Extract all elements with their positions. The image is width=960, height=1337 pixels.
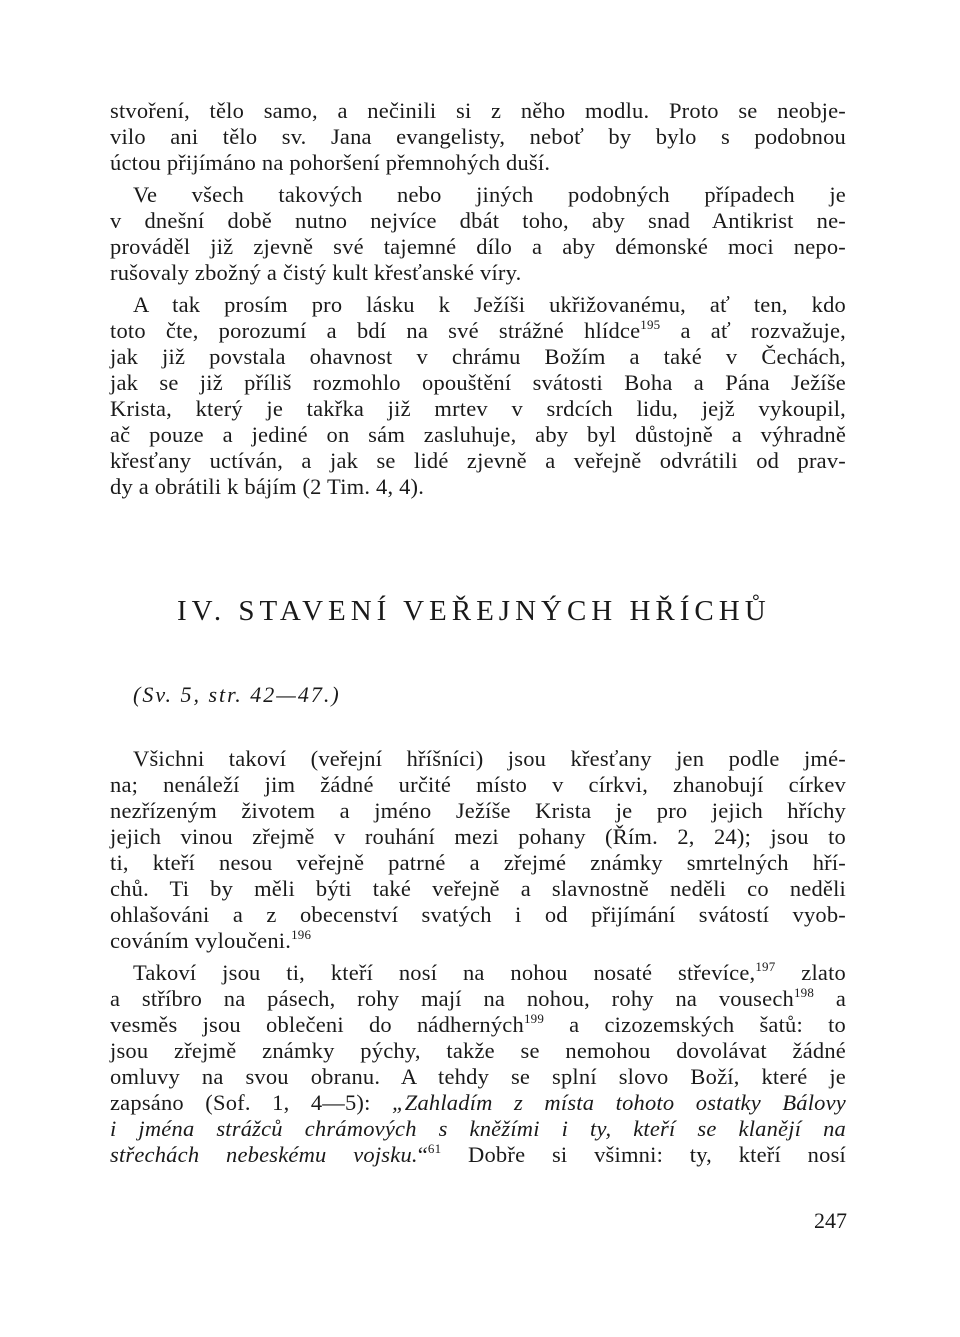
text-line: v dnešní době nutno nejvíce dbát toho, aby snad Antikrist ne- [110, 208, 846, 233]
text-line: křesťany uctíván, a jak se lidé zjevně a veřejně odvrátili od prav- [110, 448, 846, 473]
text-line: úctou přijímáno na pohoršení přemnohých duší. [110, 150, 551, 175]
text-line: chů. Ti by měli býti také veřejně a slavnostně neděli co neděli [110, 876, 846, 901]
footnote-ref: 198 [793, 985, 815, 1000]
text-line: jsou zřejmě známky pýchy, takže se nemohou dovolávat žádné [110, 1038, 846, 1063]
text-line: ač pouze a jediné on sám zasluhuje, aby byl důstojně a výhradně [110, 422, 846, 447]
text-line [110, 1116, 846, 1142]
text-line: stvoření, tělo samo, a nečinili si z něho modlu. Proto se neobje- [110, 98, 846, 123]
text-line: toto čte, porozumí a bdí na své strážné hlídce$^{195}$ a ať rozvažuje, [110, 317, 846, 343]
section-source-reference: (Sv. 5, str. 42—47.) [133, 682, 341, 707]
footnote-ref: 61 [427, 1141, 442, 1156]
text-line: střechách nebeskému vojsku.“$^{61}$ Dobře si všimni: ty, kteří nosí [110, 1141, 846, 1167]
text-line: dy a obrátili k bájím (2 Tim. 4, 4). [110, 474, 425, 499]
text-line: na; nenáleží jim žádné určité místo v církvi, zhanobují církev [110, 772, 846, 797]
scripture-quote: „Zahladím z místa tohoto ostatky Bálovy [392, 1090, 846, 1115]
text-line: nezřízeným životem a jméno Ježíše Krista je pro jejich hříchy [110, 798, 846, 823]
text-line: jejich vinou zřejmě v rouhání mezi pohany (Řím. 2, 24); jsou to [110, 824, 846, 849]
text-line: ohlašováni a z obecenství svatých i od přijímání svátostí vyob- [110, 902, 846, 927]
text-line: zapsáno (Sof. 1, 4—5): „Zahladím z místa tohoto ostatky Bálovy [110, 1090, 846, 1115]
scripture-quote: i jména strážců chrámových s kněžími i ty, kteří se klanějí na [110, 1116, 846, 1141]
footnote-ref: 195 [640, 317, 661, 332]
text-line: jak se již příliš rozmohlo opouštění svátosti Boha a Pána Ježíše [110, 370, 846, 395]
scripture-quote: střechách nebeskému vojsku. [110, 1142, 418, 1167]
text-line: Všichni takoví (veřejní hříšníci) jsou křesťany jen podle jmé- [133, 746, 846, 771]
text-line: a stříbro na pásech, rohy mají na nohou, rohy na vousech$^{198}$ a [110, 985, 847, 1011]
footnote-ref: 196 [291, 927, 312, 942]
text-line: cováním vyloučeni.$^{196}$ [110, 927, 312, 953]
text-line: Ve všech takových nebo jiných podobných případech je [133, 182, 846, 207]
footnote-ref: 199 [523, 1011, 545, 1026]
page-number: 247 [814, 1208, 847, 1233]
text-line: A tak prosím pro lásku k Ježíši ukřižovanému, ať ten, kdo [133, 292, 846, 317]
text-line: vilo ani tělo sv. Jana evangelisty, neboť by bylo s podobnou [110, 124, 846, 149]
text-line: ti, kteří nesou veřejně patrné a zřejmé známky smrtelných hří- [110, 850, 846, 875]
section-heading: IV. STAVENÍ VEŘEJNÝCH HŘÍCHŮ [177, 595, 771, 627]
text-line: prováděl již zjevně své tajemné dílo a aby démonské moci nepo- [110, 234, 846, 259]
text-line: Krista, který je takřka již mrtev v srdcích lidu, jejž vykoupil, [110, 396, 846, 421]
text-line: omluvy na svou obranu. A tehdy se splní slovo Boží, které je [110, 1064, 846, 1089]
text-line: vesměs jsou oblečeni do nádherných$^{199}$ a cizozemských šatů: to [110, 1011, 846, 1037]
text-line: jak již povstala ohavnost v chrámu Božím a také v Čechách, [110, 344, 846, 369]
text-line: rušovaly zbožný a čistý kult křesťanské víry. [110, 260, 522, 285]
footnote-ref: 197 [755, 959, 776, 974]
text-line: Takoví jsou ti, kteří nosí na nohou nosaté střevíce,$^{197}$ zlato [133, 959, 846, 985]
